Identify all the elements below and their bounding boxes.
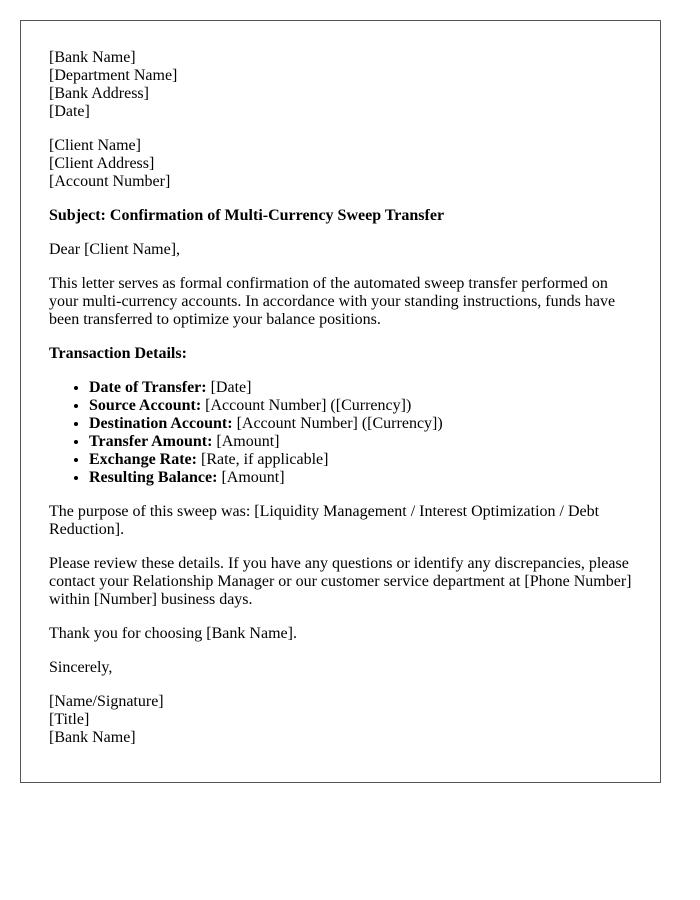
account-number: [Account Number] bbox=[49, 173, 171, 190]
detail-label: Destination Account: bbox=[89, 415, 233, 432]
client-address: [Client Address] bbox=[49, 155, 155, 172]
detail-item bbox=[89, 379, 632, 397]
letter-date: [Date] bbox=[49, 103, 90, 120]
intro-paragraph: This letter serves as formal confirmation of the automated sweep transfer performed on your multi-currency accounts. In accordance with your standing instructions, funds have been transferred to optimize your balance positions. bbox=[49, 275, 616, 328]
signer-title: [Title] bbox=[49, 711, 90, 728]
bank-name: [Bank Name] bbox=[49, 49, 136, 66]
detail-value: [Amount] bbox=[217, 469, 285, 486]
department-name: [Department Name] bbox=[49, 67, 178, 84]
detail-item bbox=[89, 433, 632, 451]
signature-block bbox=[49, 693, 632, 747]
salutation: Dear [Client Name], bbox=[49, 241, 181, 258]
details-heading: Transaction Details: bbox=[49, 345, 187, 362]
client-name: [Client Name] bbox=[49, 137, 141, 154]
detail-value: [Amount] bbox=[212, 433, 280, 450]
bank-address: [Bank Address] bbox=[49, 85, 149, 102]
details-list bbox=[49, 379, 632, 487]
detail-label: Exchange Rate: bbox=[89, 451, 197, 468]
detail-value: [Account Number] ([Currency]) bbox=[201, 397, 412, 414]
signer-bank: [Bank Name] bbox=[49, 729, 136, 746]
signer-name: [Name/Signature] bbox=[49, 693, 164, 710]
detail-item bbox=[89, 397, 632, 415]
thanks-paragraph: Thank you for choosing [Bank Name]. bbox=[49, 625, 297, 642]
detail-value: [Date] bbox=[206, 379, 252, 396]
detail-label: Date of Transfer: bbox=[89, 379, 207, 396]
review-paragraph: Please review these details. If you have any questions or identify any discrepancies, please contact your Relationship Manager or our customer service department at [Phone Number] within [Number] business days. bbox=[49, 555, 632, 608]
detail-label: Source Account: bbox=[89, 397, 202, 414]
subject-line: Subject: Confirmation of Multi-Currency Sweep Transfer bbox=[49, 207, 445, 224]
purpose-paragraph: The purpose of this sweep was: [Liquidity Management / Interest Optimization / Debt Reduction]. bbox=[49, 503, 600, 538]
detail-label: Transfer Amount: bbox=[89, 433, 213, 450]
letter bbox=[20, 20, 661, 783]
detail-value: [Account Number] ([Currency]) bbox=[232, 415, 443, 432]
closing: Sincerely, bbox=[49, 659, 113, 676]
detail-item bbox=[89, 415, 632, 433]
sender-block bbox=[49, 49, 632, 121]
detail-item bbox=[89, 451, 632, 469]
recipient-block bbox=[49, 137, 632, 191]
detail-item bbox=[89, 469, 632, 487]
detail-value: [Rate, if applicable] bbox=[196, 451, 329, 468]
detail-label: Resulting Balance: bbox=[89, 469, 218, 486]
